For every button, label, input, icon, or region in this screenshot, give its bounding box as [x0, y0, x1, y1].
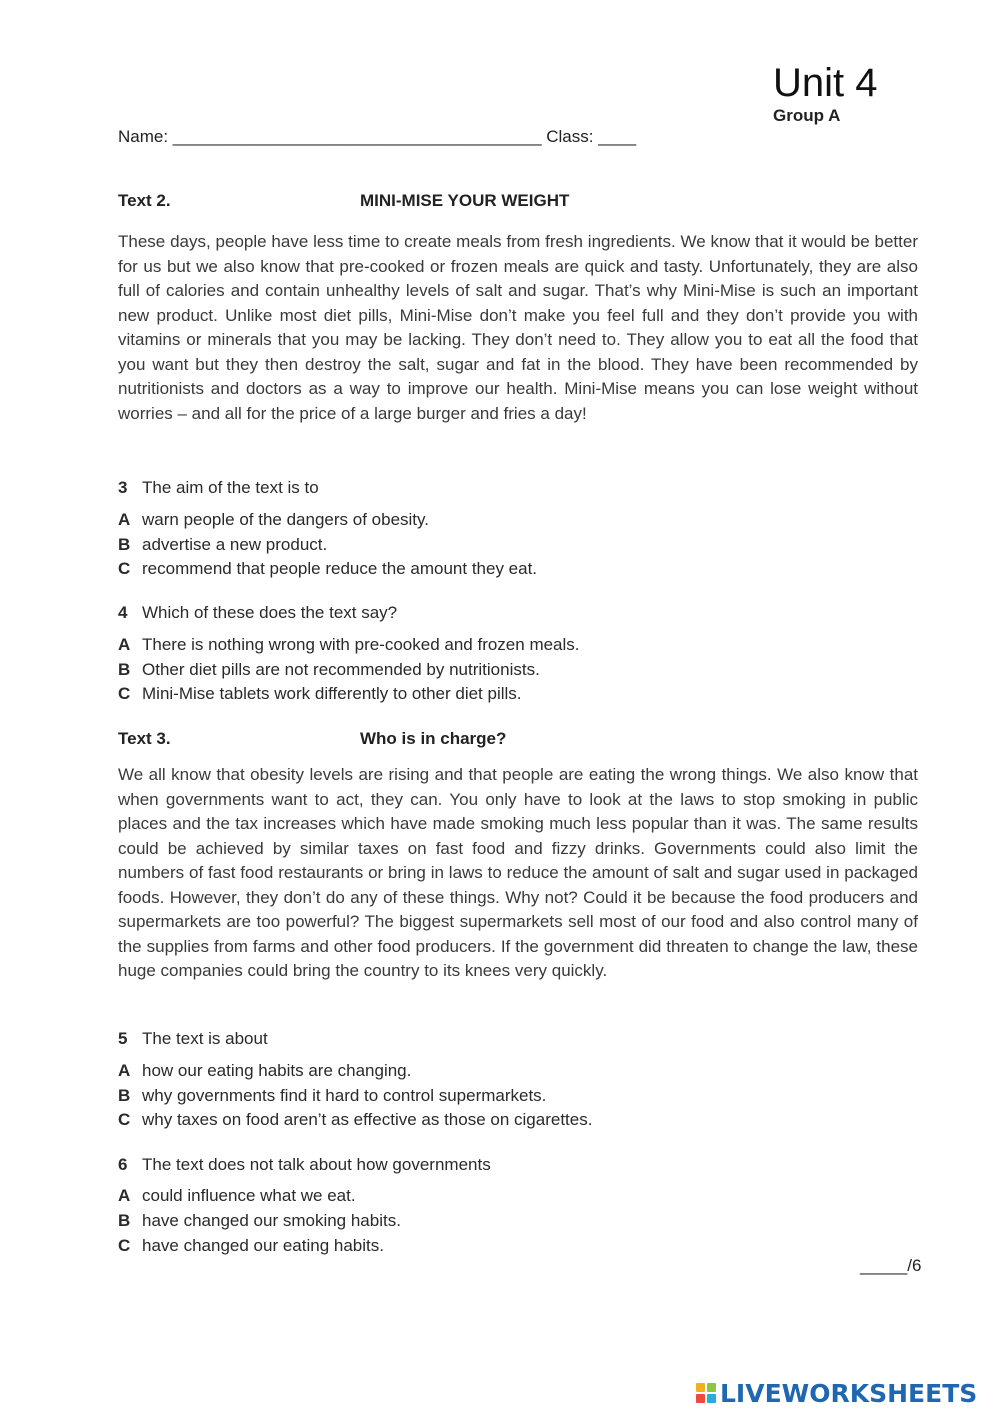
option-letter: B: [118, 1086, 131, 1105]
score-field[interactable]: _____/6: [860, 1256, 922, 1275]
text3-label: Text 3.: [118, 729, 171, 748]
option-text: advertise a new product.: [142, 535, 328, 554]
option-letter: C: [118, 684, 131, 703]
text2-body: These days, people have less time to create meals from fresh ingredients. We know that it would be better for us but we also know that pre-cooked or frozen meals are quick and tasty. Unfortunately, they are also full of calories and contain unhealthy levels of salt and sugar. That’s why Mini-Mise is such an important new product. Unlike most diet pills, Mini-Mise don’t make you feel full and they don’t provide you with vitamins or minerals that you may be lacking. They don’t need to. They allow you to eat all the food that you want but they then destroy the salt, sugar and fat in the blood. They have been recommended by nutritionists and doctors as a way to improve our health. Mini-Mise means you can lose weight without worries – and all for the price of a large burger and fries a day!: [118, 232, 918, 423]
logo-square-icon: [696, 1394, 705, 1403]
question-4: [118, 601, 397, 626]
text2-label: Text 2.: [118, 191, 171, 210]
question-number: 3: [118, 478, 128, 497]
option-6a[interactable]: [118, 1184, 356, 1209]
logo-square-icon: [707, 1383, 716, 1392]
logo-square-icon: [696, 1383, 705, 1392]
question-stem: The text is about: [142, 1029, 268, 1048]
option-letter: C: [118, 1110, 131, 1129]
option-letter: C: [118, 559, 131, 578]
question-number: 5: [118, 1029, 128, 1048]
option-5b[interactable]: [118, 1084, 546, 1109]
question-stem: The text does not talk about how governments: [142, 1155, 491, 1174]
option-letter: A: [118, 1061, 131, 1080]
option-5c[interactable]: [118, 1108, 592, 1133]
unit-title: Unit 4: [773, 61, 878, 105]
option-text: recommend that people reduce the amount they eat.: [142, 559, 538, 578]
option-4b[interactable]: [118, 658, 540, 683]
name-class-line: Name: _______________________________________ Class: ____: [118, 127, 637, 146]
option-6c[interactable]: [118, 1234, 384, 1259]
option-letter: C: [118, 1236, 131, 1255]
text3-body: We all know that obesity levels are rising and that people are eating the wrong things. We also know that when governments want to act, they can. You only have to look at the laws to stop smoking in public places and the tax increases which have made smoking much less popular than it was. The same results could be achieved by similar taxes on fast food and fizzy drinks. Governments could also limit the numbers of fast food restaurants or bring in laws to reduce the amount of salt and sugar used in packaged foods. However, they don’t do any of these things. Why not? Could it be because the food producers and supermarkets are too powerful? The biggest supermarkets sell most of our food and also control many of the supplies from farms and other food producers. If the government did threaten to change the law, these huge companies could bring the country to its knees very quickly.: [118, 765, 918, 980]
option-text: have changed our eating habits.: [142, 1236, 384, 1255]
option-letter: A: [118, 635, 131, 654]
question-stem: The aim of the text is to: [142, 478, 319, 497]
option-text: Other diet pills are not recommended by nutritionists.: [142, 660, 540, 679]
option-letter: B: [118, 1211, 131, 1230]
option-letter: A: [118, 510, 131, 529]
option-letter: B: [118, 660, 131, 679]
option-text: Mini-Mise tablets work differently to other diet pills.: [142, 684, 522, 703]
option-text: why taxes on food aren’t as effective as those on cigarettes.: [142, 1110, 593, 1129]
option-3b[interactable]: [118, 533, 327, 558]
option-3c[interactable]: [118, 557, 537, 582]
option-text: why governments find it hard to control supermarkets.: [142, 1086, 547, 1105]
text3-title: Who is in charge?: [360, 729, 507, 748]
text2-title: MINI-MISE YOUR WEIGHT: [360, 191, 570, 210]
group-label: Group A: [773, 106, 841, 125]
option-text: how our eating habits are changing.: [142, 1061, 412, 1080]
option-text: have changed our smoking habits.: [142, 1211, 401, 1230]
question-stem: Which of these does the text say?: [142, 603, 398, 622]
question-number: 6: [118, 1155, 128, 1174]
logo-square-icon: [707, 1394, 716, 1403]
option-text: could influence what we eat.: [142, 1186, 356, 1205]
option-text: warn people of the dangers of obesity.: [142, 510, 429, 529]
logo-text: LIVEWORKSHEETS: [720, 1378, 978, 1408]
logo-mark-icon: [696, 1383, 716, 1403]
option-4a[interactable]: [118, 633, 580, 658]
question-5: [118, 1027, 268, 1052]
option-text: There is nothing wrong with pre-cooked and frozen meals.: [142, 635, 580, 654]
option-3a[interactable]: [118, 508, 429, 533]
option-letter: A: [118, 1186, 131, 1205]
question-number: 4: [118, 603, 128, 622]
option-letter: B: [118, 535, 131, 554]
question-6: [118, 1153, 491, 1178]
option-5a[interactable]: [118, 1059, 411, 1084]
question-3: [118, 476, 319, 501]
liveworksheets-logo: [696, 1378, 977, 1408]
option-4c[interactable]: [118, 682, 522, 707]
option-6b[interactable]: [118, 1209, 401, 1234]
